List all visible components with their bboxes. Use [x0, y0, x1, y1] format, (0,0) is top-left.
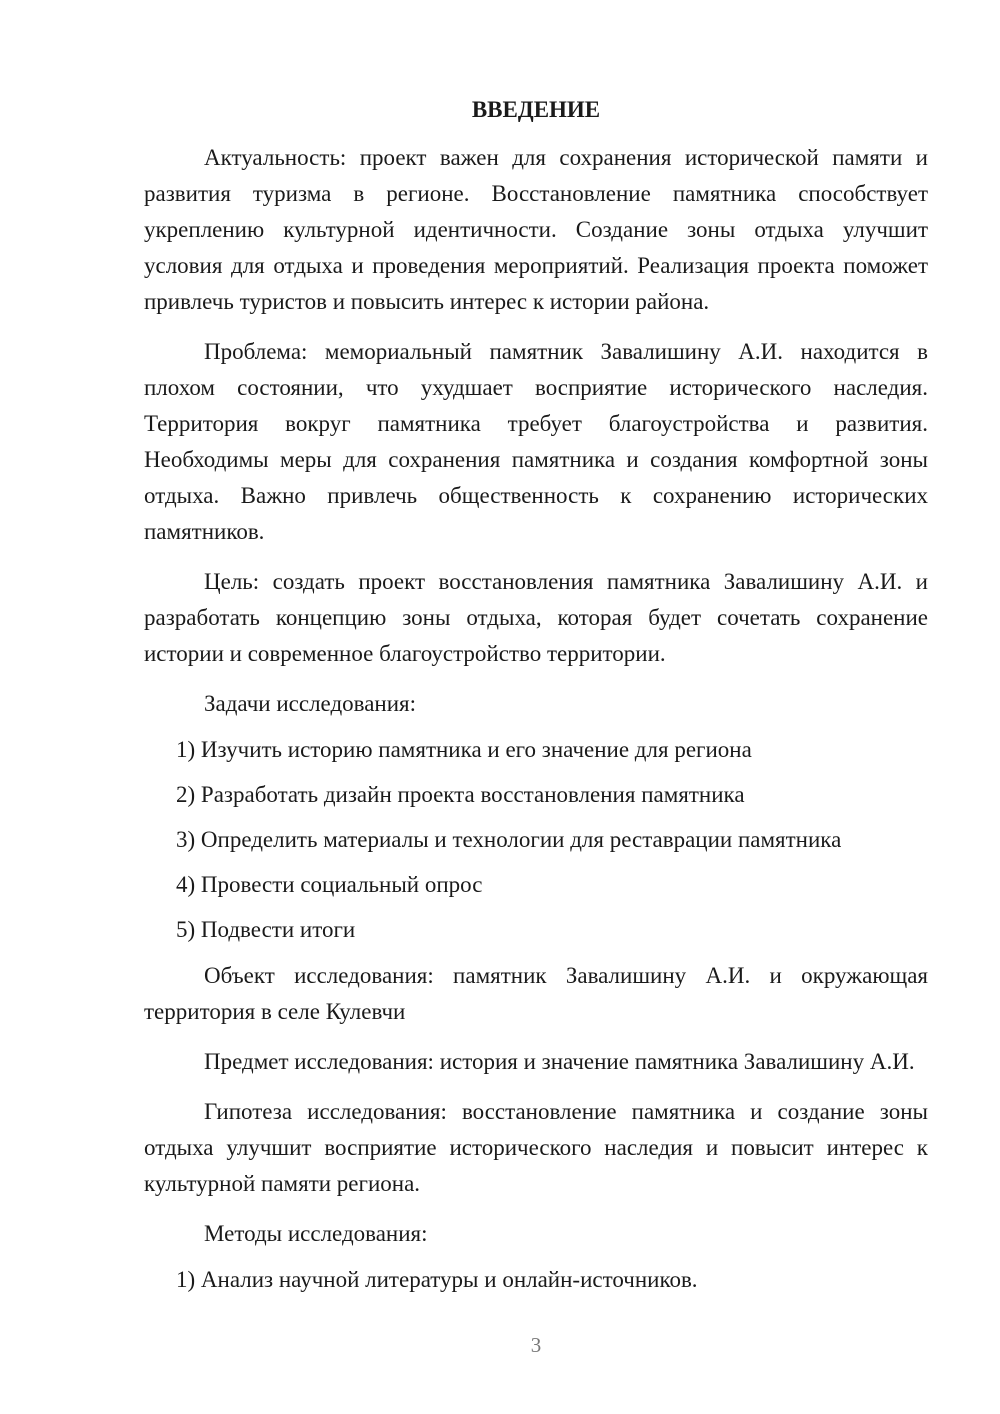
methods-heading: Методы исследования:: [204, 1221, 428, 1246]
list-item: 1) Анализ научной литературы и онлайн-источников.: [176, 1267, 698, 1292]
goal-paragraph: Цель: создать проект восстановления памятника Завалишину А.И. и разработать концепцию зоны отдыха, которая будет сочетать сохранение истории и современное благоустройство территории.: [144, 569, 928, 666]
hypothesis-paragraph: Гипотеза исследования: восстановление памятника и создание зоны отдыха улучшит восприятие исторического наследия и повысит интерес к культурной памяти региона.: [144, 1099, 928, 1196]
problem-paragraph: Проблема: мемориальный памятник Завалишину А.И. находится в плохом состоянии, что ухудшает восприятие исторического наследия. Территория вокруг памятника требует благоустройства и развития. Необходимы меры для сохранения памятника и создания комфортной зоны отдыха. Важно привлечь общественность к сохранению исторических памятников.: [144, 339, 928, 544]
tasks-heading: Задачи исследования:: [204, 691, 417, 716]
tasks-list: [144, 732, 928, 948]
list-item: 1) Изучить историю памятника и его значение для региона: [176, 737, 752, 762]
list-item: 3) Определить материалы и технологии для реставрации памятника: [176, 827, 842, 852]
document-page: [144, 92, 928, 1308]
list-item: 2) Разработать дизайн проекта восстановления памятника: [176, 782, 745, 807]
page-number: 3: [530, 1333, 542, 1357]
page-title: ВВЕДЕНИЕ: [471, 97, 601, 122]
list-item: 4) Провести социальный опрос: [176, 872, 483, 897]
list-item: 5) Подвести итоги: [176, 917, 356, 942]
methods-list: [144, 1262, 928, 1298]
relevance-paragraph: Актуальность: проект важен для сохранения исторической памяти и развития туризма в регионе. Восстановление памятника способствует укреплению культурной идентичности. Создание зоны отдыха улучшит условия для отдыха и проведения мероприятий. Реализация проекта поможет привлечь туристов и повысить интерес к истории района.: [144, 145, 928, 314]
object-paragraph: Объект исследования: памятник Завалишину А.И. и окружающая территория в селе Кулевчи: [144, 963, 928, 1024]
subject-paragraph: Предмет исследования: история и значение памятника Завалишину А.И.: [204, 1049, 915, 1074]
